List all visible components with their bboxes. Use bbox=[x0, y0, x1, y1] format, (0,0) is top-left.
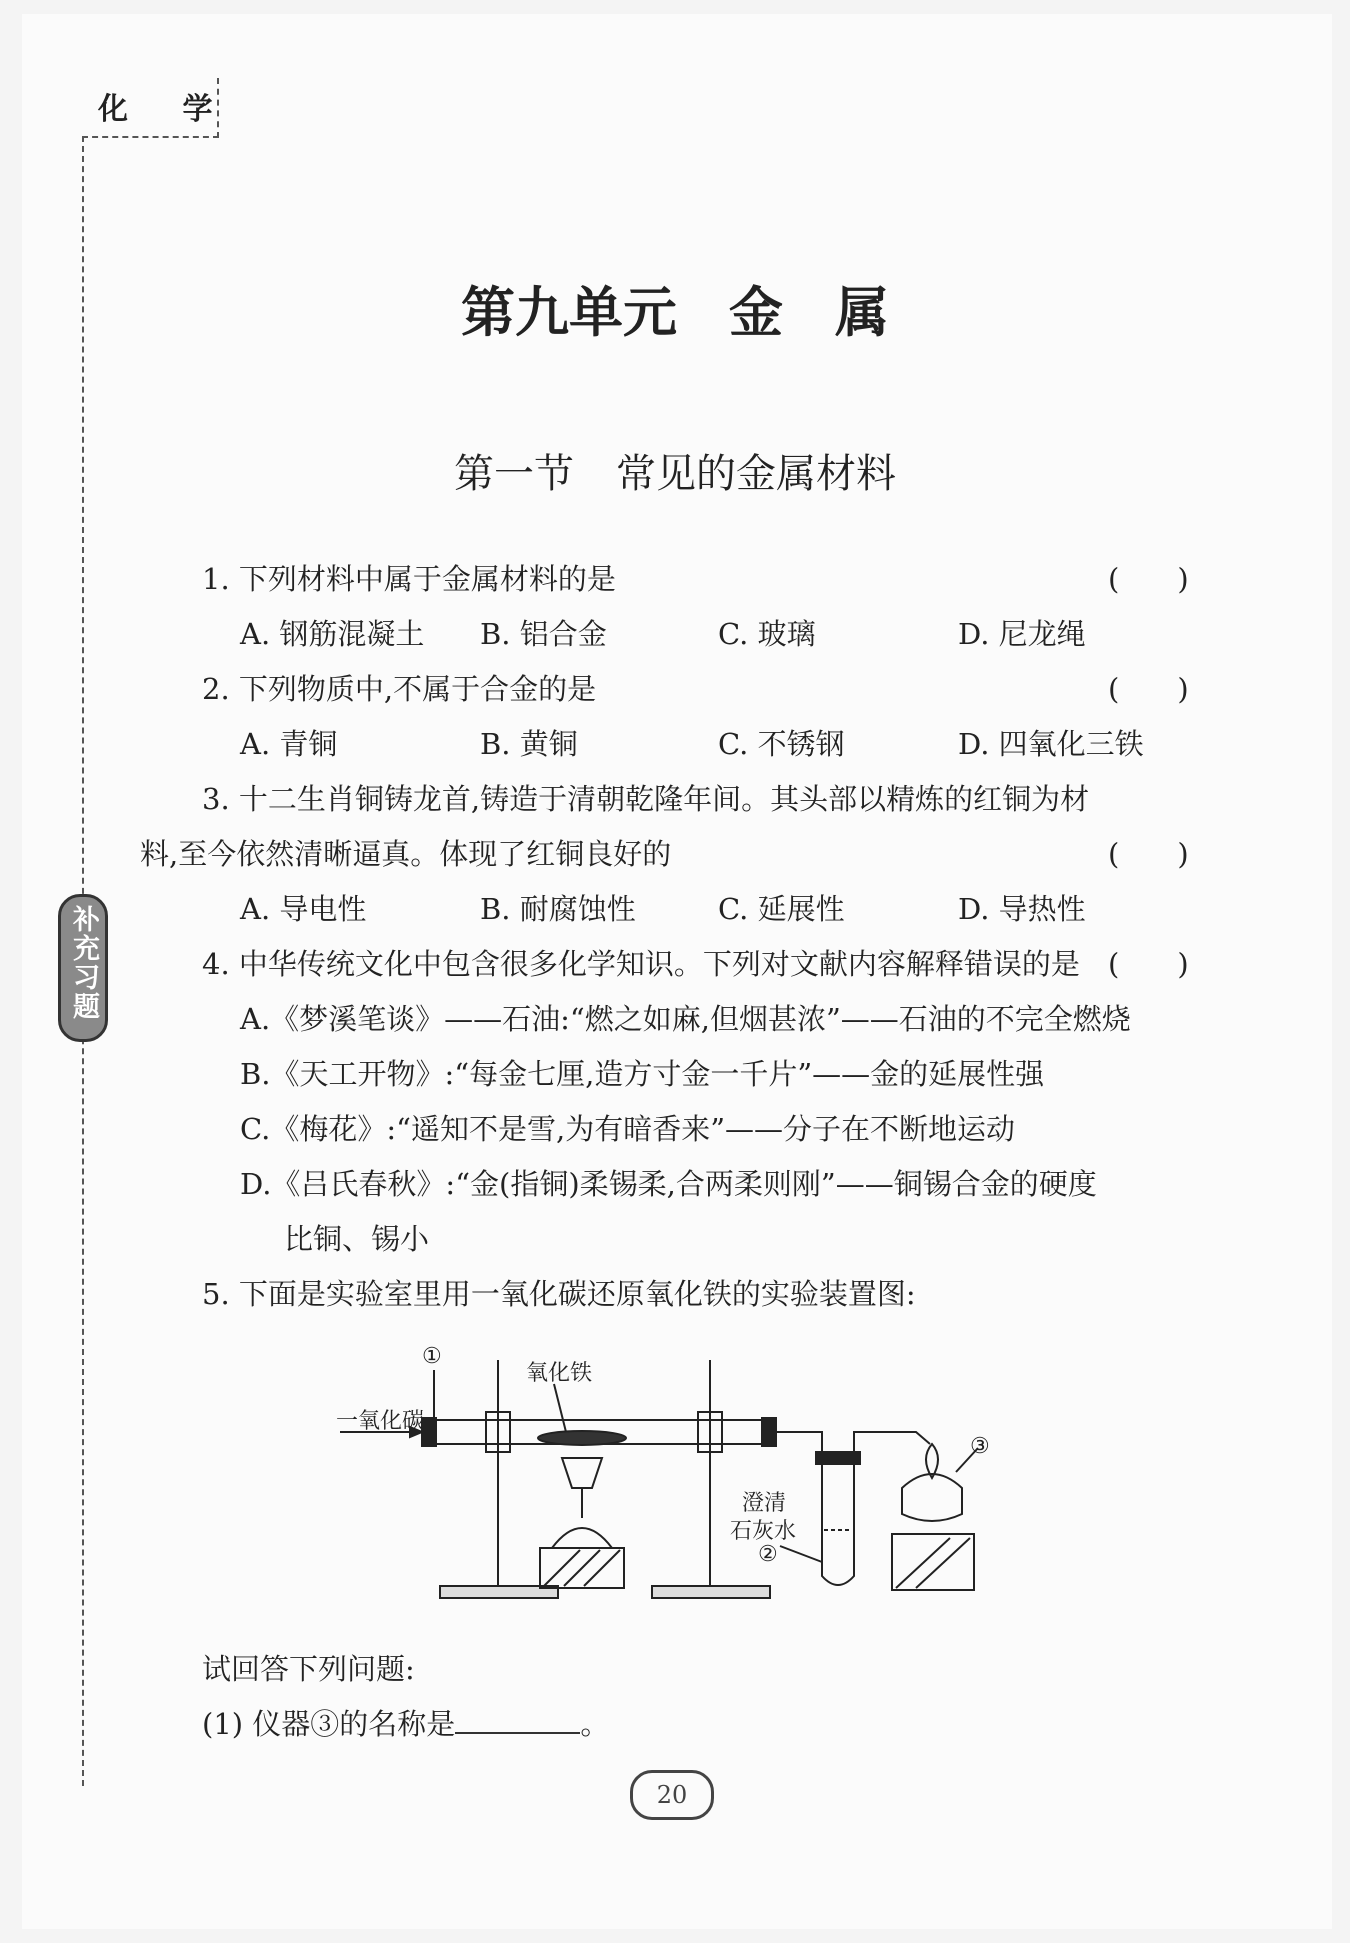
question-3-answer-paren: ( ) bbox=[1108, 837, 1189, 871]
question-4-option-d-continued: 比铜、锡小 bbox=[284, 1222, 430, 1256]
hatch-1 bbox=[544, 1550, 580, 1586]
test-tube bbox=[822, 1458, 854, 1585]
subject-label: 化 学 bbox=[98, 92, 235, 127]
question-5-sub1-end: 。 bbox=[580, 1707, 610, 1741]
question-3-option-d: D. 导热性 bbox=[958, 892, 1086, 926]
question-4-option-c: C.《梅花》:“遥知不是雪,为有暗香来”——分子在不断地运动 bbox=[240, 1112, 1016, 1146]
question-5-stem: 5. 下面是实验室里用一氧化碳还原氧化铁的实验装置图: bbox=[202, 1277, 916, 1311]
section-number: 第一节 bbox=[454, 451, 574, 497]
page-number: 20 bbox=[630, 1770, 714, 1820]
question-3-stem-line1: 3. 十二生肖铜铸龙首,铸造于清朝乾隆年间。其头部以精炼的红铜为材 bbox=[202, 782, 1090, 816]
hatch-3 bbox=[584, 1550, 620, 1586]
question-2-option-c: C. 不锈钢 bbox=[718, 727, 845, 761]
unit-title bbox=[0, 270, 1350, 347]
question-1-stem: 1. 下列材料中属于金属材料的是 bbox=[202, 562, 616, 596]
fe2o3-label: 氧化铁 bbox=[526, 1361, 593, 1386]
question-3-option-b: B. 耐腐蚀性 bbox=[480, 892, 636, 926]
lamp-flame bbox=[926, 1444, 938, 1478]
apparatus-figure bbox=[330, 1344, 1010, 1620]
question-4-option-a: A.《梦溪笔谈》——石油:“燃之如麻,但烟甚浓”——石油的不完全燃烧 bbox=[240, 1002, 1131, 1036]
marker2-leader bbox=[780, 1546, 822, 1562]
side-tab bbox=[58, 894, 108, 1042]
hatch-2 bbox=[564, 1550, 600, 1586]
section-name: 常见的金属材料 bbox=[616, 451, 896, 497]
apparatus-diagram bbox=[330, 1348, 1010, 1620]
question-1-option-b: B. 铝合金 bbox=[480, 617, 607, 651]
question-2-stem: 2. 下列物质中,不属于合金的是 bbox=[202, 672, 597, 706]
question-4-option-b: B.《天工开物》:“每金七厘,造方寸金一千片”——金的延展性强 bbox=[240, 1057, 1045, 1091]
question-2-option-b: B. 黄铜 bbox=[480, 727, 578, 761]
alcohol-lamp bbox=[902, 1474, 962, 1521]
unit-title-number: 第九单元 bbox=[461, 281, 677, 344]
question-2-answer-paren: ( ) bbox=[1108, 672, 1189, 706]
question-4-stem: 4. 中华传统文化中包含很多化学知识。下列对文献内容解释错误的是 bbox=[202, 947, 1080, 981]
limewater-label-line2: 石灰水 bbox=[730, 1519, 797, 1544]
question-1-option-d: D. 尼龙绳 bbox=[958, 617, 1086, 651]
marker-3: ③ bbox=[970, 1434, 990, 1459]
marker-2: ② bbox=[758, 1542, 778, 1567]
left-stopper bbox=[422, 1418, 436, 1446]
question-2-option-a: A. 青铜 bbox=[240, 727, 338, 761]
question-3-stem-line2: 料,至今依然清晰逼真。体现了红铜良好的 bbox=[140, 837, 672, 871]
question-3-option-a: A. 导电性 bbox=[240, 892, 367, 926]
unit-title-word2: 属 bbox=[835, 281, 889, 344]
iron-oxide-powder bbox=[538, 1431, 626, 1445]
unit-title-word1: 金 bbox=[729, 281, 783, 344]
burner-head bbox=[562, 1458, 602, 1488]
question-5-sub1-text: (1) 仪器③的名称是 bbox=[202, 1707, 456, 1741]
right-stand-base bbox=[652, 1586, 770, 1598]
question-4-option-d: D.《吕氏春秋》:“金(指铜)柔锡柔,合两柔则刚”——铜锡合金的硬度 bbox=[240, 1167, 1097, 1201]
question-3-option-c: C. 延展性 bbox=[718, 892, 845, 926]
question-4-answer-paren: ( ) bbox=[1108, 947, 1189, 981]
fe2o3-leader bbox=[554, 1384, 566, 1432]
answer-blank[interactable] bbox=[455, 1706, 580, 1734]
question-5-prompt: 试回答下列问题: bbox=[202, 1652, 415, 1686]
limewater-label-line1: 澄清 bbox=[742, 1491, 787, 1516]
right-stopper bbox=[762, 1418, 776, 1446]
marker-1: ① bbox=[422, 1344, 442, 1369]
side-tab-label: 补充习题 bbox=[68, 905, 99, 1021]
exhaust-tube bbox=[854, 1432, 930, 1460]
co-label: 一氧化碳 bbox=[336, 1409, 425, 1434]
question-2-option-d: D. 四氧化三铁 bbox=[958, 727, 1144, 761]
burner-lamp bbox=[552, 1528, 612, 1548]
question-1-answer-paren: ( ) bbox=[1108, 562, 1189, 596]
question-1-option-c: C. 玻璃 bbox=[718, 617, 816, 651]
question-5-sub1 bbox=[202, 1702, 609, 1743]
section-title bbox=[0, 442, 1350, 499]
question-1-option-a: A. 钢筋混凝土 bbox=[240, 617, 425, 651]
